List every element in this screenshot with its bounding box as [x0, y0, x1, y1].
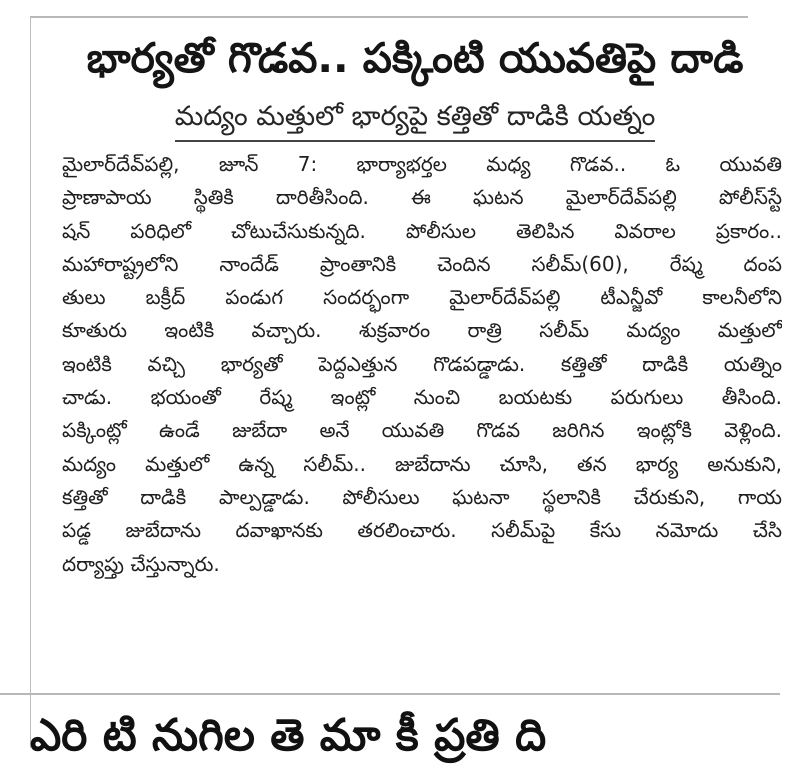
next-article-headline: ఎరి టి నుగిల తె మా కీ ప్రతి ది [30, 710, 547, 761]
article-subheadline [30, 96, 800, 142]
body-line: ఇంటికి వచ్చి భార్యతో పెద్దఎత్తున గొడపడ్డాడు. కత్తితో దాడికి యత్నిం [62, 351, 782, 376]
article-body [62, 148, 782, 581]
body-line: షన్ పరిధిలో చోటుచేసుకున్నది. పోలీసుల తెలిపిన వివరాల ప్రకారం.. [62, 218, 782, 243]
body-line: మైలార్‌దేవ్‌పల్లి, జూన్ 7: భార్యాభర్తల మధ్య గొడవ.. ఓ యువతి [62, 152, 782, 176]
body-line: పక్కింట్లో ఉండే జుబేదా అనే యువతి గొడవ జరిగిన ఇంట్లోకి వెళ్లింది. [62, 418, 782, 443]
body-line: కత్తితో దాడికి పాల్పడ్డాడు. పోలీసులు ఘటనా స్థలానికి చేరుకుని, గాయ [62, 484, 782, 509]
body-line: మద్యం మత్తులో ఉన్న సలీమ్.. జుబేదాను చూసి, తన భార్య అనుకుని, [62, 451, 782, 476]
body-line: మహారాష్ట్రలోని నాందేడ్ ప్రాంతానికి చెందిన సలీమ్(60), రేష్మ దంప [62, 251, 782, 276]
body-line: తులు బక్రీద్ పండుగ సందర్భంగా మైలార్‌దేవ్‌పల్లి టీఎన్జీవో కాలనీలోని [62, 285, 782, 310]
article-subheadline-text: మద్యం మత్తులో భార్యపై కత్తితో దాడికి యత్నం [175, 96, 656, 142]
article-headline: భార్యతో గొడవ.. పక్కింటి యువతిపై దాడి [86, 34, 744, 82]
bottom-divider [0, 693, 780, 695]
body-line: దర్యాప్తు చేస్తున్నారు. [62, 551, 220, 576]
body-line: పడ్డ జుబేదాను దవాఖానకు తరలించారు. సలీమ్‌పై కేసు నమోదు చేసి [62, 518, 782, 543]
body-line: కూతురు ఇంటికి వచ్చారు. శుక్రవారం రాత్రి సలీమ్ మద్యం మత్తులో [62, 318, 782, 343]
body-line: ప్రాణాపాయ స్థితికి దారితీసింది. ఈ ఘటన మైలార్‌దేవ్‌పల్లి పోలీస్‌స్టే [62, 185, 782, 210]
body-line: చాడు. భయంతో రేష్మ ఇంట్లో నుంచి బయటకు పరుగులు తీసింది. [62, 385, 782, 410]
top-divider [30, 16, 748, 18]
